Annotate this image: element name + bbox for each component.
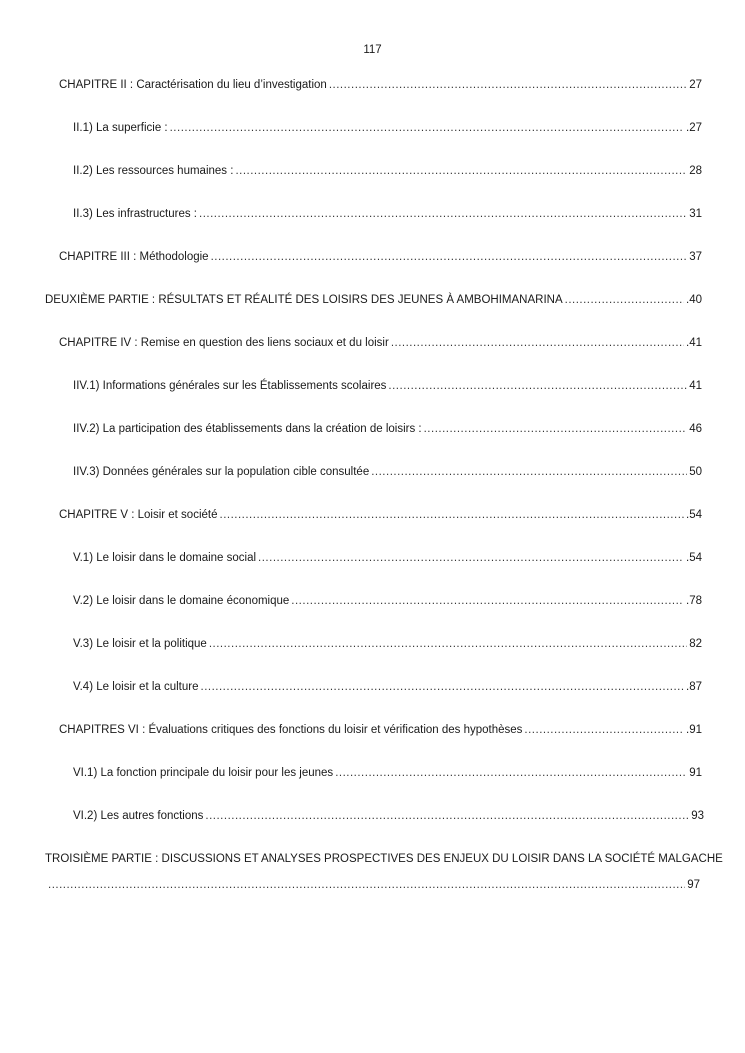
dot-leader — [291, 595, 684, 607]
dot-leader — [371, 466, 687, 478]
dot-leader — [205, 810, 689, 822]
toc-entry-page: 93 — [691, 810, 704, 822]
toc-entry-page: .27 — [686, 122, 702, 134]
toc-entry-page: 91 — [689, 767, 702, 779]
toc-entry-label: CHAPITRE II : Caractérisation du lieu d’investigation — [59, 79, 327, 91]
toc-entry-section-4-3[interactable] — [0, 466, 745, 509]
toc-entry-section-4-1[interactable] — [0, 380, 745, 423]
page-number: 117 — [363, 44, 382, 56]
toc-entry-section-2-2[interactable] — [0, 165, 745, 208]
toc-entry-continuation — [45, 879, 702, 891]
toc-entry-section-4-2[interactable] — [0, 423, 745, 466]
dot-leader — [335, 767, 687, 779]
toc-entry-label: IIV.3) Données générales sur la population cible consultée — [73, 466, 370, 478]
toc-entry-page: .78 — [686, 595, 702, 607]
dot-leader — [209, 638, 687, 650]
toc-entry-chapitre-4[interactable] — [0, 337, 745, 380]
toc-entry-page: 41 — [689, 380, 702, 392]
dot-leader — [201, 681, 684, 693]
dot-leader — [235, 165, 687, 177]
toc-entry-label: DEUXIÈME PARTIE : RÉSULTATS ET RÉALITÉ DES LOISIRS DES JEUNES À AMBOHIMANARINA — [45, 294, 563, 306]
toc-entry-section-5-3[interactable] — [0, 638, 745, 681]
toc-entry-page: 27 — [689, 79, 702, 91]
toc-entry-page: 97 — [687, 879, 700, 891]
toc-entry-chapitre-3[interactable] — [0, 251, 745, 294]
toc-entry-page: 50 — [689, 466, 702, 478]
toc-entry-deuxieme-partie[interactable] — [0, 294, 745, 337]
toc-entry-page: .87 — [686, 681, 702, 693]
dot-leader — [170, 122, 684, 134]
dot-leader — [329, 79, 687, 91]
toc-entry-label: VI.2) Les autres fonctions — [73, 810, 204, 822]
toc-entry-label: V.4) Le loisir et la culture — [73, 681, 199, 693]
toc-entry-page: .54 — [686, 509, 702, 521]
dot-leader — [388, 380, 687, 392]
toc-entry-label: VI.1) La fonction principale du loisir pour les jeunes — [73, 767, 334, 779]
toc-entry-page: 31 — [689, 208, 702, 220]
toc-entry-label: V.1) Le loisir dans le domaine social — [73, 552, 257, 564]
toc-entry-label: IIV.2) La participation des établissements dans la création de loisirs : — [73, 423, 422, 435]
dot-leader — [220, 509, 685, 521]
toc-entry-page: 28 — [689, 165, 702, 177]
toc-entry-label: CHAPITRE III : Méthodologie — [59, 251, 209, 263]
toc-entry-label: IIV.1) Informations générales sur les Établissements scolaires — [73, 380, 387, 392]
toc-entry-page: 46 — [689, 423, 702, 435]
toc-entry-label: TROISIÈME PARTIE : DISCUSSIONS ET ANALYSES PROSPECTIVES DES ENJEUX DU LOISIR DANS LA SOCIÉTÉ MALGACHE — [45, 853, 723, 865]
dot-leader — [524, 724, 684, 736]
toc-entry-page: 82 — [689, 638, 702, 650]
toc-entry-page: .91 — [686, 724, 702, 736]
toc-entry-label: CHAPITRE V : Loisir et société — [59, 509, 218, 521]
toc-entry-section-2-3[interactable] — [0, 208, 745, 251]
toc-entry-label: CHAPITRE IV : Remise en question des liens sociaux et du loisir — [59, 337, 389, 349]
toc-entry-page: .41 — [686, 337, 702, 349]
toc-entry-label: CHAPITRES VI : Évaluations critiques des fonctions du loisir et vérification des hypothèses — [59, 724, 523, 736]
dot-leader — [258, 552, 684, 564]
toc-entry-label: V.3) Le loisir et la politique — [73, 638, 207, 650]
toc-entry-page: .54 — [686, 552, 702, 564]
dot-leader — [565, 294, 684, 306]
toc-entry-section-6-2[interactable] — [0, 810, 745, 853]
toc-entry-page: .40 — [686, 294, 702, 306]
toc-entry-label: V.2) Le loisir dans le domaine économique — [73, 595, 290, 607]
toc-entry-page: 37 — [689, 251, 702, 263]
dot-leader — [424, 423, 688, 435]
toc-entry-label: II.2) Les ressources humaines : — [73, 165, 234, 177]
toc-entry-section-5-4[interactable] — [0, 681, 745, 724]
toc-entry-chapitre-6[interactable] — [0, 724, 745, 767]
toc-entry-label: II.3) Les infrastructures : — [73, 208, 197, 220]
toc-entry-chapitre-2[interactable] — [0, 79, 745, 122]
toc-entry-chapitre-5[interactable] — [0, 509, 745, 552]
dot-leader — [199, 208, 687, 220]
toc-entry-section-6-1[interactable] — [0, 767, 745, 810]
toc-entry-section-5-2[interactable] — [0, 595, 745, 638]
dot-leader — [391, 337, 684, 349]
toc-entry-label: II.1) La superficie : — [73, 122, 168, 134]
toc-entry-section-5-1[interactable] — [0, 552, 745, 595]
toc-entry-section-2-1[interactable] — [0, 122, 745, 165]
toc-entry-troisieme-partie[interactable] — [0, 853, 745, 891]
dot-leader — [211, 251, 688, 263]
table-of-contents — [0, 79, 745, 891]
dot-leader — [48, 879, 685, 891]
